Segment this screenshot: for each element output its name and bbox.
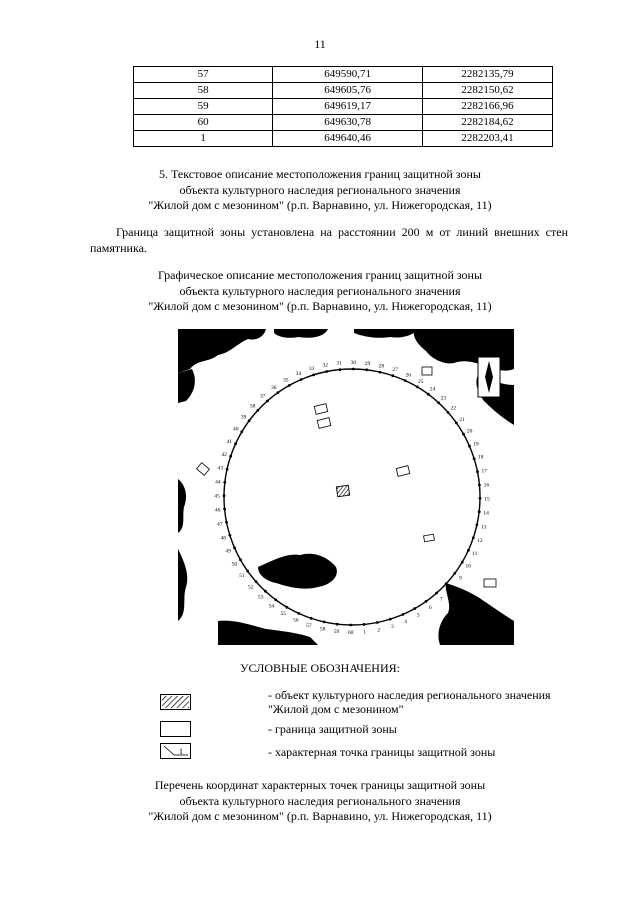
boundary-point-label: 39	[240, 414, 247, 421]
boundary-point-label: 25	[417, 378, 424, 385]
boundary-point-label: 12	[477, 538, 483, 545]
graphic-description-heading	[0, 268, 640, 315]
boundary-point-marker	[435, 592, 438, 595]
boundary-point-marker	[478, 484, 481, 487]
section5-heading-line: объекта культурного наследия регионального значения	[179, 182, 461, 197]
footer-heading-line: Перечень координат характерных точек границы защитной зоны	[154, 778, 486, 792]
boundary-point-label: 42	[221, 451, 227, 458]
boundary-point-label: 33	[308, 366, 315, 373]
y-coordinate-cell: 2282203,41	[422, 131, 552, 147]
coordinates-table	[133, 66, 553, 147]
boundary-point-label: 31	[336, 360, 343, 367]
graphic-heading-line: объекта культурного наследия регионального значения	[179, 283, 461, 298]
boundary-point-marker	[240, 430, 243, 433]
boundary-point-label: 35	[282, 377, 289, 384]
boundary-point-marker	[363, 623, 366, 626]
graphic-heading-line: "Жилой дом с мезонином" (р.п. Варнавино, ул. Нижегородская, 11)	[148, 299, 492, 313]
boundary-point-label: 49	[225, 548, 231, 555]
point-number-cell: 58	[134, 83, 273, 99]
boundary-point-marker	[425, 600, 428, 603]
section5-heading	[0, 167, 640, 214]
boundary-point-marker	[226, 468, 229, 471]
boundary-point-label: 28	[378, 363, 385, 370]
boundary-point-label: 7	[439, 596, 443, 603]
section5-heading-line: "Жилой дом с мезонином" (р.п. Варнавино, ул. Нижегородская, 11)	[148, 198, 492, 212]
x-coordinate-cell: 649590,71	[273, 67, 423, 83]
boundary-point-label: 58	[319, 626, 326, 633]
boundary-point-label: 53	[257, 594, 264, 601]
boundary-point-label: 51	[239, 573, 245, 580]
boundary-point-label: 32	[322, 362, 329, 369]
boundary-point-marker	[285, 606, 288, 609]
legend-point-swatch	[160, 743, 191, 759]
boundary-point-marker	[323, 621, 326, 624]
table-row	[134, 83, 553, 99]
boundary-point-marker	[229, 455, 232, 458]
boundary-point-label: 45	[214, 493, 220, 500]
boundary-point-label: 4	[404, 618, 407, 625]
boundary-point-marker	[255, 580, 258, 583]
boundary-point-label: 13	[480, 524, 487, 531]
boundary-point-marker	[233, 546, 236, 549]
boundary-point-marker	[445, 582, 448, 585]
boundary-point-marker	[336, 623, 339, 626]
boundary-point-marker	[339, 368, 342, 371]
boundary-point-marker	[264, 590, 267, 593]
graphic-heading-line: Графическое описание местоположения границ защитной зоны	[157, 268, 483, 282]
legend-boundary-swatch	[160, 721, 191, 737]
boundary-point-label: 23	[440, 395, 447, 402]
boundary-point-label: 1	[363, 629, 367, 636]
building-outline	[422, 367, 432, 375]
boundary-point-label: 48	[220, 535, 226, 542]
boundary-point-label: 52	[247, 584, 254, 591]
boundary-point-label: 20	[466, 428, 473, 435]
boundary-point-marker	[223, 481, 226, 484]
boundary-point-label: 2	[377, 627, 381, 634]
boundary-point-label: 5	[416, 612, 420, 619]
boundary-point-marker	[404, 379, 407, 382]
boundary-point-marker	[413, 607, 416, 610]
boundary-point-label: 59	[333, 629, 340, 636]
legend-point-sample-label: 1	[179, 747, 183, 756]
boundary-point-marker	[468, 445, 471, 448]
boundary-point-marker	[391, 374, 394, 377]
boundary-paragraph: Граница защитной зоны установлена на расстоянии 200 м от линий внешних стен памятника.	[90, 225, 568, 255]
boundary-point-marker	[274, 598, 277, 601]
point-number-cell: 57	[134, 67, 273, 83]
boundary-point-marker	[447, 411, 450, 414]
boundary-point-label: 43	[217, 465, 224, 472]
legend-boundary-label: - граница защитной зоны	[268, 722, 397, 736]
boundary-point-label: 14	[483, 510, 489, 517]
boundary-point-marker	[312, 374, 315, 377]
boundary-point-marker	[234, 442, 237, 445]
boundary-point-label: 41	[226, 438, 233, 445]
boundary-point-marker	[300, 378, 303, 381]
boundary-point-label: 57	[306, 622, 312, 629]
boundary-point-marker	[248, 419, 251, 422]
boundary-point-marker	[349, 624, 352, 627]
x-coordinate-cell: 649640,46	[273, 131, 423, 147]
boundary-point-marker	[479, 497, 482, 500]
boundary-point-marker	[478, 510, 481, 513]
boundary-point-marker	[427, 393, 430, 396]
table-row	[134, 99, 553, 115]
boundary-point-label: 37	[259, 393, 266, 400]
legend-heritage-label: - объект культурного наследия регионального значения "Жилой дом с мезонином"	[268, 688, 551, 716]
boundary-point-marker	[256, 409, 259, 412]
protection-zone-map	[178, 329, 514, 645]
boundary-point-label: 50	[231, 561, 238, 568]
boundary-point-label: 21	[459, 416, 465, 423]
boundary-point-label: 24	[429, 386, 436, 393]
boundary-point-label: 26	[405, 372, 411, 379]
boundary-point-marker	[379, 371, 382, 374]
boundary-point-label: 56	[293, 617, 299, 624]
boundary-point-marker	[455, 422, 458, 425]
point-number-cell: 1	[134, 131, 273, 147]
boundary-point-label: 17	[481, 468, 488, 475]
boundary-point-label: 18	[478, 454, 484, 461]
legend-title: УСЛОВНЫЕ ОБОЗНАЧЕНИЯ:	[240, 661, 400, 675]
boundary-point-label: 60	[347, 630, 354, 636]
footer-heading-line: объекта культурного наследия регионального значения	[179, 793, 461, 808]
boundary-point-marker	[365, 368, 368, 371]
boundary-point-label: 15	[484, 496, 490, 503]
boundary-point-label: 19	[473, 441, 479, 448]
boundary-point-label: 27	[392, 367, 398, 374]
boundary-point-label: 9	[459, 575, 462, 582]
footer-heading	[0, 778, 640, 825]
boundary-point-label: 40	[233, 426, 239, 433]
table-row	[134, 131, 553, 147]
boundary-point-marker	[225, 521, 228, 524]
boundary-point-label: 46	[214, 507, 221, 514]
boundary-point-label: 47	[216, 521, 223, 528]
page-number: 11	[314, 37, 326, 51]
section5-heading-line: 5. Текстовое описание местоположения границ защитной зоны	[159, 167, 481, 181]
boundary-point-marker	[325, 370, 328, 373]
boundary-point-label: 3	[391, 623, 394, 630]
x-coordinate-cell: 649605,76	[273, 83, 423, 99]
boundary-point-marker	[266, 400, 269, 403]
boundary-point-label: 8	[450, 586, 453, 593]
legend-point-label: - характерная точка границы защитной зоны	[268, 745, 496, 759]
boundary-point-label: 6	[428, 605, 432, 611]
boundary-point-marker	[229, 534, 232, 537]
boundary-point-label: 10	[465, 563, 471, 570]
boundary-point-marker	[239, 558, 242, 561]
boundary-point-label: 55	[280, 611, 287, 618]
footer-heading-line: "Жилой дом с мезонином" (р.п. Варнавино, ул. Нижегородская, 11)	[148, 809, 492, 823]
boundary-point-label: 22	[450, 405, 457, 412]
y-coordinate-cell: 2282184,62	[422, 115, 552, 131]
boundary-point-marker	[376, 621, 379, 624]
boundary-point-marker	[223, 508, 226, 511]
boundary-point-marker	[473, 457, 476, 460]
boundary-point-marker	[467, 549, 470, 552]
boundary-point-label: 54	[268, 603, 275, 610]
boundary-point-marker	[389, 618, 392, 621]
y-coordinate-cell: 2282166,96	[422, 99, 552, 115]
boundary-point-marker	[453, 572, 456, 575]
boundary-point-marker	[352, 368, 355, 371]
boundary-point-marker	[401, 613, 404, 616]
boundary-point-marker	[472, 536, 475, 539]
heritage-object	[336, 485, 349, 497]
boundary-point-marker	[310, 617, 313, 620]
boundary-point-label: 29	[364, 360, 371, 367]
boundary-point-marker	[288, 384, 291, 387]
x-coordinate-cell: 649619,17	[273, 99, 423, 115]
boundary-point-marker	[297, 612, 300, 615]
table-row	[134, 115, 553, 131]
building-outline	[424, 534, 435, 542]
boundary-point-marker	[462, 433, 465, 436]
point-number-cell: 59	[134, 99, 273, 115]
boundary-point-label: 44	[215, 479, 221, 486]
x-coordinate-cell: 649630,78	[273, 115, 423, 131]
boundary-point-marker	[461, 561, 464, 564]
boundary-point-label: 30	[350, 360, 357, 366]
boundary-point-label: 38	[249, 403, 256, 410]
y-coordinate-cell: 2282135,79	[422, 67, 552, 83]
boundary-point-marker	[246, 570, 249, 573]
legend-heritage-swatch	[160, 694, 191, 710]
boundary-point-marker	[223, 494, 226, 497]
boundary-point-marker	[416, 385, 419, 388]
boundary-point-marker	[277, 391, 280, 394]
table-row	[134, 67, 553, 83]
boundary-point-label: 11	[472, 551, 478, 558]
boundary-point-label: 16	[483, 482, 490, 489]
boundary-point-marker	[476, 524, 479, 527]
boundary-point-label: 34	[295, 371, 302, 378]
y-coordinate-cell: 2282150,62	[422, 83, 552, 99]
point-number-cell: 60	[134, 115, 273, 131]
building-outline	[484, 579, 496, 587]
boundary-point-marker	[476, 470, 479, 473]
boundary-point-marker	[437, 401, 440, 404]
boundary-point-label: 36	[271, 385, 277, 391]
